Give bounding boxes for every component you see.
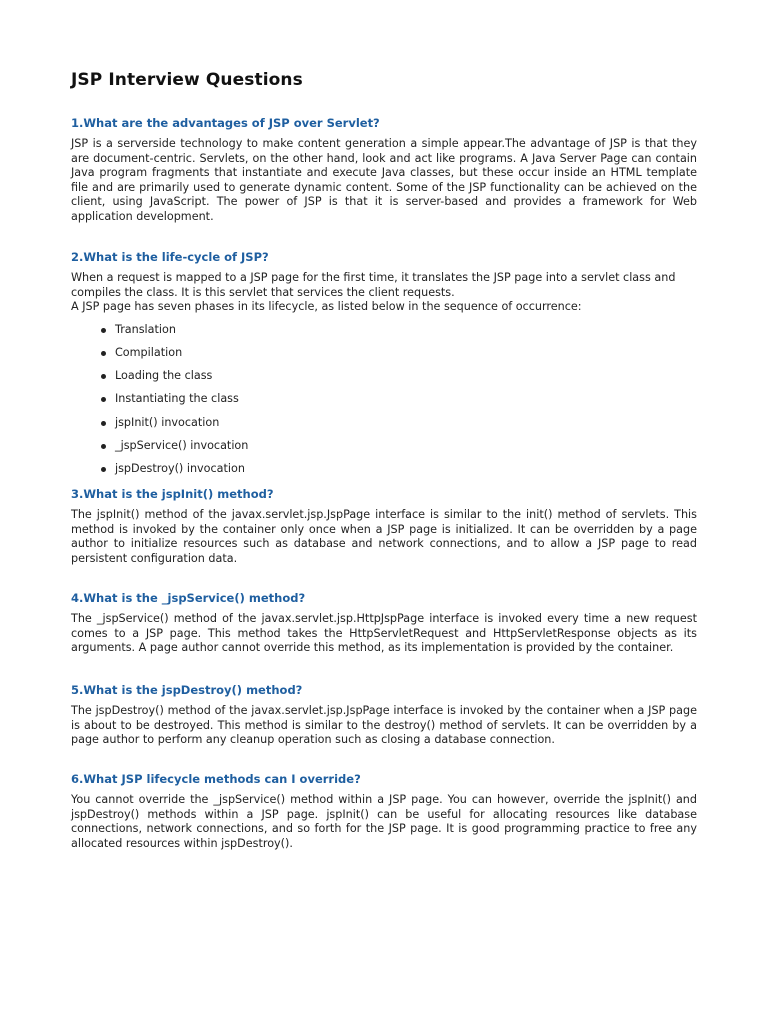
section-jspinit <box>71 487 697 566</box>
answer-paragraph: JSP is a serverside technology to make content generation a simple appear.The advantage of JSP is that they are document-centric. Servlets, on the other hand, look and act like programs. A Java Server Page can contain Java program fragments that instantiate and execute Java classes, but these occur inside an HTML template file and are primarily used to generate dynamic content. Some of the JSP functionality can be achieved on the client, using JavaScript. The power of JSP is that it is server-based and provides a framework for Web application development. <box>71 137 697 223</box>
lifecycle-phase-list <box>71 323 697 485</box>
bullet-icon <box>101 421 106 426</box>
list-item: jspInit() invocation <box>71 416 697 439</box>
answer-paragraph: A JSP page has seven phases in its lifecycle, as listed below in the sequence of occurrence: <box>71 300 582 314</box>
bullet-icon <box>101 444 106 449</box>
question-heading: 1.What are the advantages of JSP over Servlet? <box>71 116 380 130</box>
list-item: Compilation <box>71 346 697 369</box>
section-override <box>71 772 697 851</box>
list-item: _jspService() invocation <box>71 439 697 462</box>
list-item: jspDestroy() invocation <box>71 462 697 485</box>
list-item: Loading the class <box>71 369 697 392</box>
answer-paragraph: The jspInit() method of the javax.servlet.jsp.JspPage interface is similar to the init() method of servlets. This method is invoked by the container only once when a JSP page is initialized. It can be overridden by a page author to initialize resources such as database and network connections, and to allow a JSP page to read persistent configuration data. <box>71 508 697 565</box>
bullet-icon <box>101 397 106 402</box>
section-jspservice <box>71 591 697 656</box>
document-title: JSP Interview Questions <box>71 70 303 90</box>
section-lifecycle <box>71 250 697 485</box>
question-heading: 4.What is the _jspService() method? <box>71 591 306 605</box>
bullet-icon <box>101 351 106 356</box>
section-jspdestroy <box>71 683 697 748</box>
section-advantages <box>71 116 697 225</box>
question-heading: 3.What is the jspInit() method? <box>71 487 274 501</box>
list-item: Instantiating the class <box>71 392 697 415</box>
question-heading: 6.What JSP lifecycle methods can I override? <box>71 772 361 786</box>
answer-paragraph: When a request is mapped to a JSP page for the first time, it translates the JSP page into a servlet class and compiles the class. It is this servlet that services the client requests. <box>71 271 676 299</box>
answer-paragraph: The _jspService() method of the javax.servlet.jsp.HttpJspPage interface is invoked every time a new request comes to a JSP page. This method takes the HttpServletRequest and HttpServletResponse objects as its arguments. A page author cannot override this method, as its implementation is provided by the container. <box>71 612 697 655</box>
answer-paragraph: You cannot override the _jspService() method within a JSP page. You can however, override the jspInit() and jspDestroy() methods within a JSP page. jspInit() can be useful for allocating resources like database connections, network connections, and so forth for the JSP page. It is good programming practice to free any allocated resources within jspDestroy(). <box>71 793 697 850</box>
bullet-icon <box>101 374 106 379</box>
bullet-icon <box>101 467 106 472</box>
bullet-icon <box>101 328 106 333</box>
question-heading: 5.What is the jspDestroy() method? <box>71 683 303 697</box>
list-item: Translation <box>71 323 697 346</box>
question-heading: 2.What is the life-cycle of JSP? <box>71 250 269 264</box>
answer-paragraph: The jspDestroy() method of the javax.servlet.jsp.JspPage interface is invoked by the container when a JSP page is about to be destroyed. This method is similar to the destroy() method of servlets. It can be overridden by a page author to perform any cleanup operation such as closing a database connection. <box>71 704 697 747</box>
